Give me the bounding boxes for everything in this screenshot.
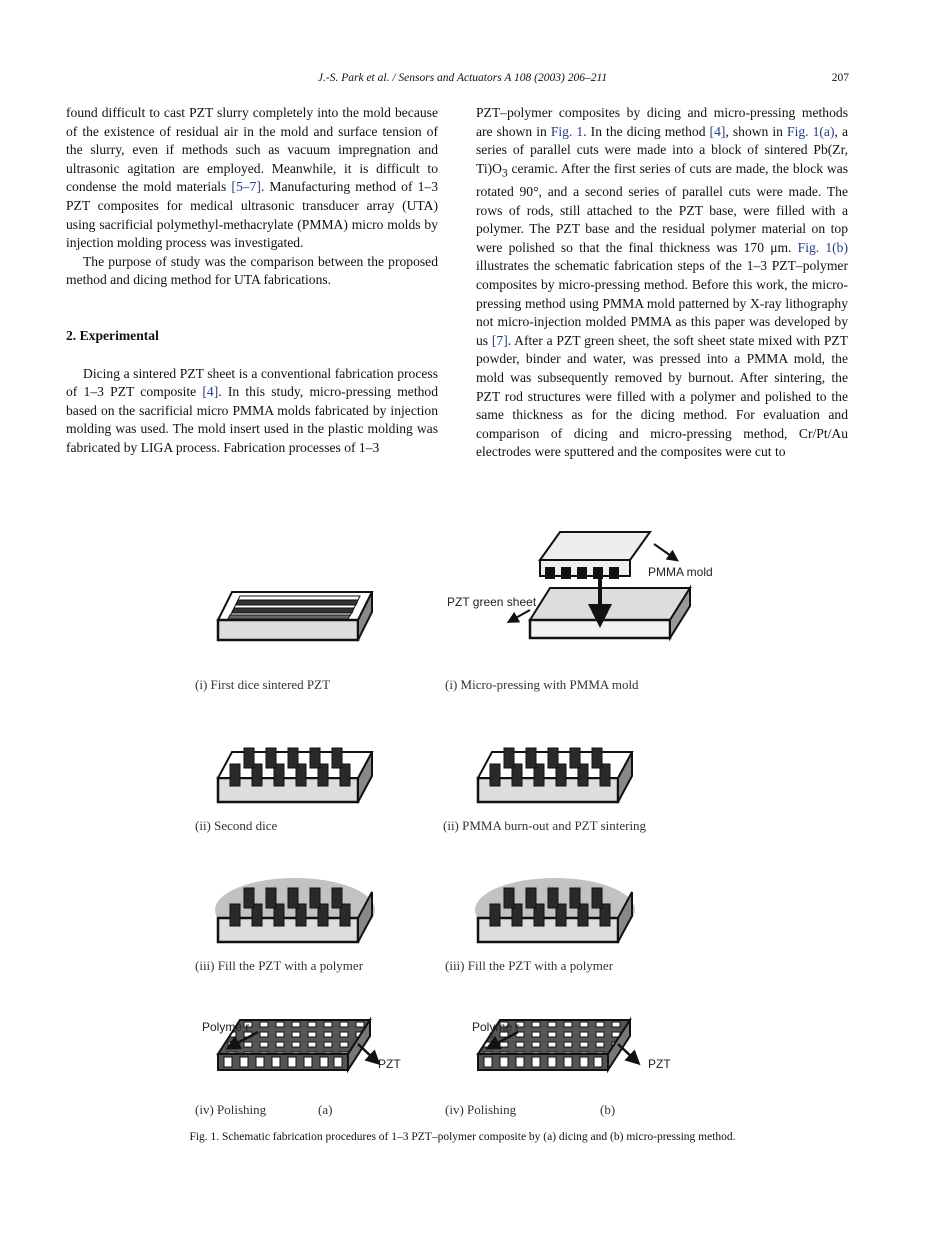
text-run: found difficult to cast PZT slurry completely into the mold because of the existence of residual air in the mold and surface tension of the slurry, even if methods such as vacuum impregnation and ultrasonic agitation are employed. Meanwhile, it is difficult to condense the mold materials bbox=[66, 105, 438, 195]
step-b3-illustration bbox=[475, 878, 635, 942]
polymer-label-a: Polyme r bbox=[202, 1020, 250, 1034]
text-run: ceramic. After the first series of cuts are made, the block was rotated 90°, and a second series of parallel cuts were made. The rows of rods, still attached to the PZT base, were filled with a polymer. The PZT base and the residual polymer material on top were polished so that the final thickness was 170 μm. bbox=[476, 160, 848, 255]
pzt-label-a: PZT bbox=[378, 1057, 401, 1071]
step-label-b4: (iv) Polishing bbox=[445, 1102, 517, 1117]
figure-caption: Fig. 1. Schematic fabrication procedures of 1–3 PZT–polymer composite by (a) dicing and (b) micro-pressing method. bbox=[189, 1131, 736, 1143]
step-a2-illustration bbox=[218, 748, 372, 802]
text-run: . In this study, micro-pressing method based on the sacrificial micro PMMA molds fabricated by injection molding was used. The mold insert used in the plastic molding was fabricated by LIGA process. Fabrication processes of 1–3 bbox=[66, 384, 438, 455]
step-label-a2: (ii) Second dice bbox=[195, 818, 278, 833]
step-label-b3: (iii) Fill the PZT with a polymer bbox=[445, 958, 614, 973]
section-heading: 2. Experimental bbox=[66, 327, 159, 343]
running-title: J.-S. Park et al. / Sensors and Actuators A 108 (2003) 206–211 bbox=[317, 72, 608, 84]
figure-1-illustration bbox=[160, 520, 800, 1120]
text-run: PZT–polymer composites by dicing and micro-pressing methods are shown in bbox=[476, 105, 848, 139]
panel-label-a: (a) bbox=[318, 1102, 333, 1117]
pzt-label-b: PZT bbox=[648, 1057, 671, 1071]
citation-link[interactable]: [4] bbox=[202, 384, 219, 400]
step-label-a3: (iii) Fill the PZT with a polymer bbox=[195, 958, 364, 973]
pzt-green-sheet-label: PZT green sheet bbox=[447, 595, 537, 609]
figure-link[interactable]: Fig. 1(b) bbox=[797, 239, 848, 255]
paragraph-3 bbox=[66, 365, 438, 458]
polymer-label-b: Polyme r bbox=[472, 1020, 520, 1034]
page-number: 207 bbox=[831, 72, 849, 84]
step-b1-illustration bbox=[447, 532, 713, 638]
step-label-b1: (i) Micro-pressing with PMMA mold bbox=[445, 677, 639, 692]
paragraph-2: The purpose of study was the comparison between the proposed method and dicing method for UTA fabrications. bbox=[66, 253, 438, 288]
step-label-a1: (i) First dice sintered PZT bbox=[195, 677, 331, 692]
text-run: , a series of parallel cuts were made into a block of sintered Pb(Zr, Ti)O bbox=[476, 123, 848, 176]
figure-link[interactable]: Fig. 1(a) bbox=[787, 123, 835, 139]
text-run: . In the dicing method bbox=[583, 123, 710, 139]
text-run: , shown in bbox=[725, 123, 788, 139]
citation-link[interactable]: [7] bbox=[491, 332, 508, 348]
text-run: Dicing a sintered PZT sheet is a conventional fabrication process of 1–3 PZT composite bbox=[66, 365, 438, 400]
step-a1-illustration bbox=[218, 592, 372, 640]
step-label-b2: (ii) PMMA burn-out and PZT sintering bbox=[443, 818, 647, 833]
text-run: . After a PZT green sheet, the soft sheet state mixed with PZT powder, binder and water, was pressed into a PMMA mold, the mold was subsequently removed by burnout. After sintering, the PZT rod structures were filled with a polymer and polished to the same thickness as for the dicing method. For evaluation and comparison of dicing and micro-pressing method, Cr/Pt/Au electrodes were sputtered and the composites were cut to bbox=[476, 332, 848, 460]
step-a3-illustration bbox=[215, 878, 375, 942]
subscript: 3 bbox=[501, 167, 508, 180]
paragraph-4 bbox=[476, 104, 848, 462]
panel-label-b: (b) bbox=[600, 1102, 616, 1117]
step-a4-illustration bbox=[202, 1020, 401, 1071]
left-column bbox=[66, 104, 438, 458]
figure-1 bbox=[160, 520, 800, 1120]
citation-link[interactable]: [4] bbox=[709, 123, 726, 139]
text-run: . Manufacturing method of 1–3 PZT composites for medical ultrasonic transducer array (UTA) using sacrificial polymethyl-methacrylate (PMMA) micro molds by injection molding process was investigated. bbox=[66, 179, 439, 251]
right-column bbox=[476, 104, 848, 462]
figure-link[interactable]: Fig. 1 bbox=[550, 123, 584, 139]
text-run: illustrates the schematic fabrication steps of the 1–3 PZT–polymer composites by micro-pressing method. Before this work, the micro-pressing method using PMMA mold patterned by X-ray lithography not micro-injection molded PMMA as this paper was developed by us bbox=[476, 258, 848, 348]
page-header bbox=[0, 72, 925, 88]
step-label-a4: (iv) Polishing bbox=[195, 1102, 267, 1117]
citation-link[interactable]: [5–7] bbox=[231, 179, 261, 195]
paragraph-1 bbox=[66, 104, 438, 253]
step-b2-illustration bbox=[478, 748, 632, 802]
pmma-mold-label: PMMA mold bbox=[648, 565, 713, 579]
step-b4-illustration bbox=[472, 1020, 671, 1071]
